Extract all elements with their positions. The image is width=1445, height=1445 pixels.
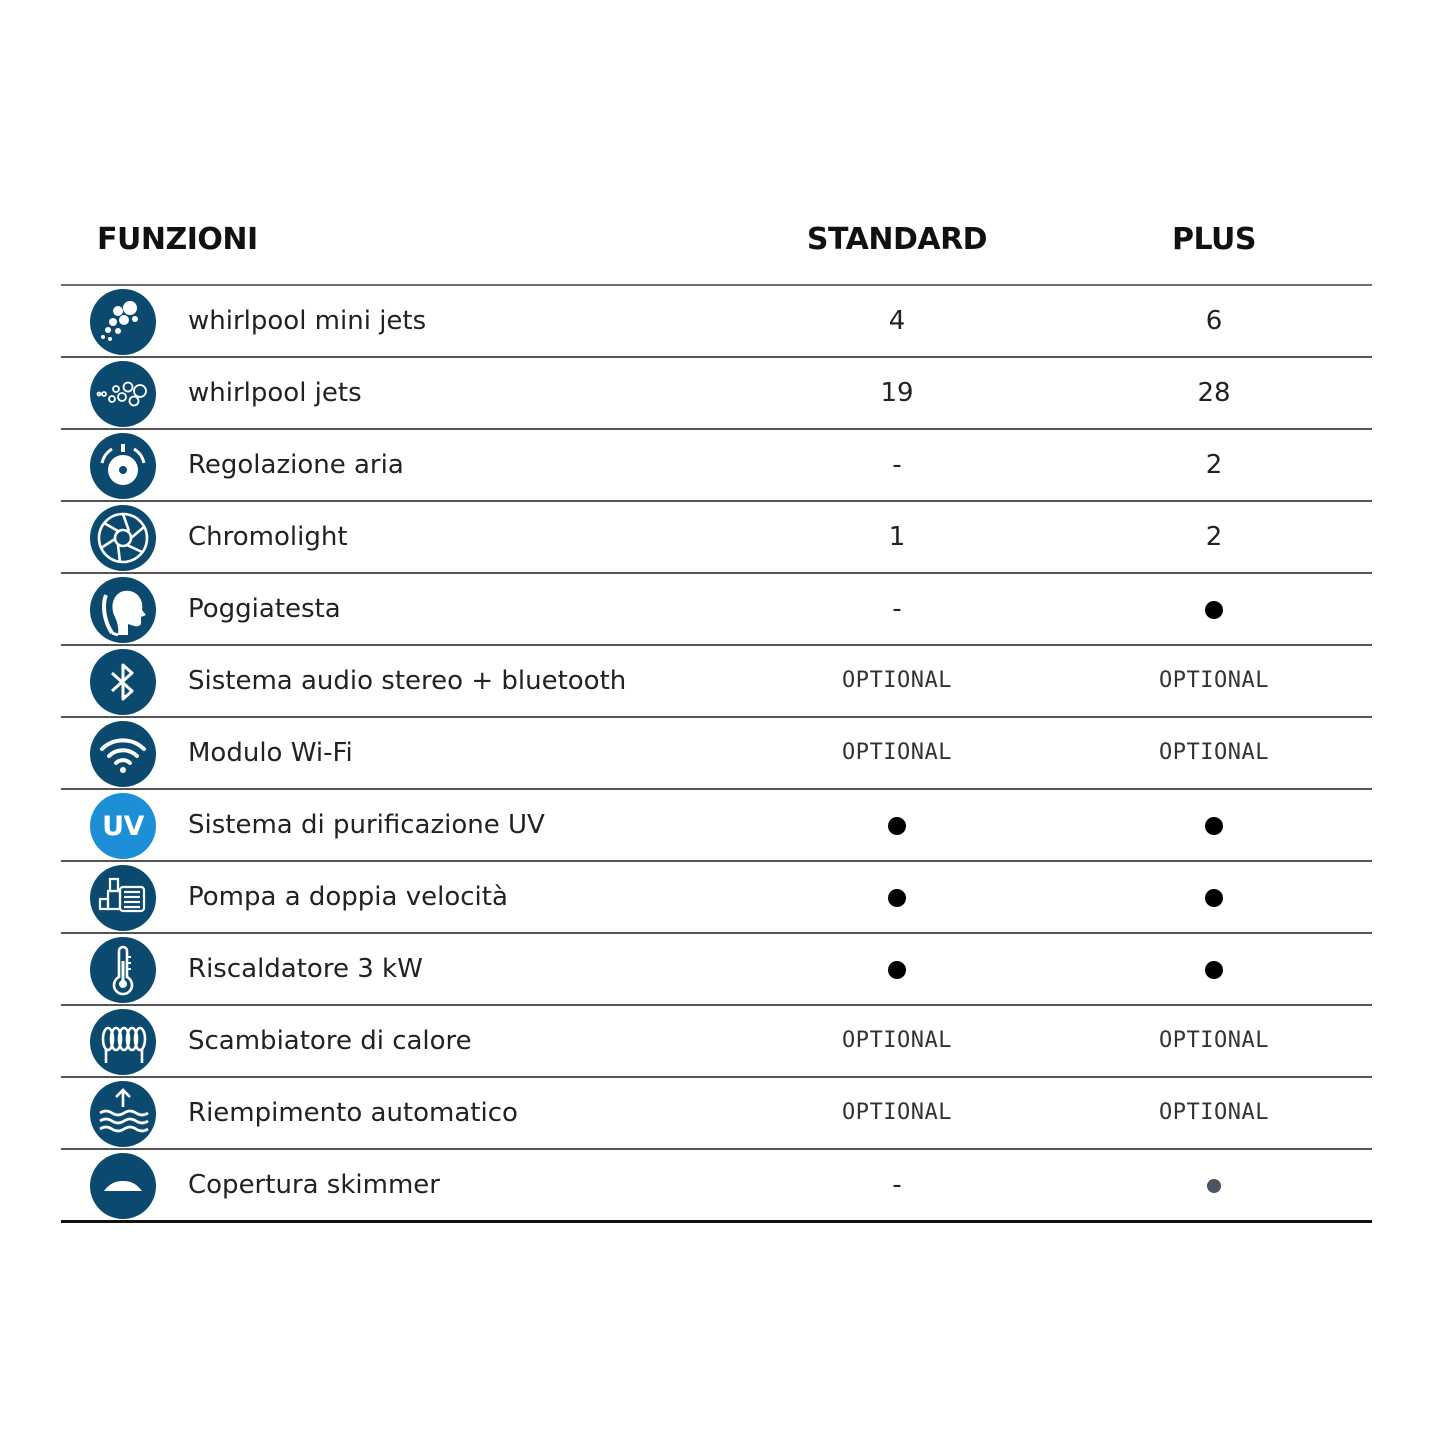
standard-value: - [892,594,902,624]
plus-value: 6 [1205,306,1223,336]
table-row [61,862,1372,934]
standard-value: OPTIONAL [842,1100,952,1125]
standard-value: OPTIONAL [842,1028,952,1053]
standard-value: OPTIONAL [842,668,952,693]
table-row [61,1006,1372,1078]
wifi-icon [90,721,156,787]
standard-value: OPTIONAL [842,740,952,765]
air-regulation-icon [90,433,156,499]
feature-label: Poggiatesta [188,594,341,624]
table-row [61,718,1372,790]
table-row [61,430,1372,502]
table-row [61,502,1372,574]
standard-included-dot [888,889,906,907]
headrest-icon [90,577,156,643]
feature-label: Riscaldatore 3 kW [188,954,423,984]
feature-label: whirlpool mini jets [188,306,427,336]
table-row [61,1150,1372,1223]
standard-value: 4 [888,306,906,336]
feature-label: Copertura skimmer [188,1170,440,1200]
standard-value: 1 [888,522,906,552]
thermometer-icon [90,937,156,1003]
uv-icon-text: UV [102,810,144,842]
auto-fill-icon [90,1081,156,1147]
features-table [61,208,1372,1223]
table-row [61,574,1372,646]
chromolight-icon [90,505,156,571]
feature-label: Chromolight [188,522,348,552]
feature-label: Sistema di purificazione UV [188,810,545,840]
feature-label: Modulo Wi-Fi [188,738,353,768]
plus-included-dot [1205,601,1223,619]
plus-included-dot [1205,889,1223,907]
table-header [61,208,1372,286]
standard-value: - [892,1170,902,1200]
table-row [61,646,1372,718]
uv-icon [90,793,156,859]
bluetooth-icon [90,649,156,715]
table-row [61,790,1372,862]
feature-label: Sistema audio stereo + bluetooth [188,666,627,696]
plus-value: OPTIONAL [1159,1028,1269,1053]
plus-value: 2 [1205,450,1223,480]
standard-value: 19 [880,378,914,408]
feature-label: whirlpool jets [188,378,362,408]
header-standard: STANDARD [806,222,988,257]
plus-value: OPTIONAL [1159,740,1269,765]
standard-included-dot [888,961,906,979]
feature-label: Regolazione aria [188,450,404,480]
feature-label: Riempimento automatico [188,1098,518,1128]
plus-included-dot [1205,961,1223,979]
standard-included-dot [888,817,906,835]
table-row [61,286,1372,358]
table-row [61,1078,1372,1150]
plus-value: OPTIONAL [1159,1100,1269,1125]
standard-value: - [892,450,902,480]
heat-exchanger-icon [90,1009,156,1075]
table-row [61,358,1372,430]
feature-label: Pompa a doppia velocità [188,882,508,912]
skimmer-cover-icon [90,1153,156,1219]
plus-included-dot [1205,817,1223,835]
plus-included-dot [1207,1179,1221,1193]
jets-icon [90,361,156,427]
header-features: FUNZIONI [97,222,258,257]
plus-value: 28 [1197,378,1231,408]
plus-value: OPTIONAL [1159,668,1269,693]
header-plus: PLUS [1171,222,1257,257]
plus-value: 2 [1205,522,1223,552]
table-row [61,934,1372,1006]
mini-jets-icon [90,289,156,355]
feature-label: Scambiatore di calore [188,1026,472,1056]
pump-icon [90,865,156,931]
